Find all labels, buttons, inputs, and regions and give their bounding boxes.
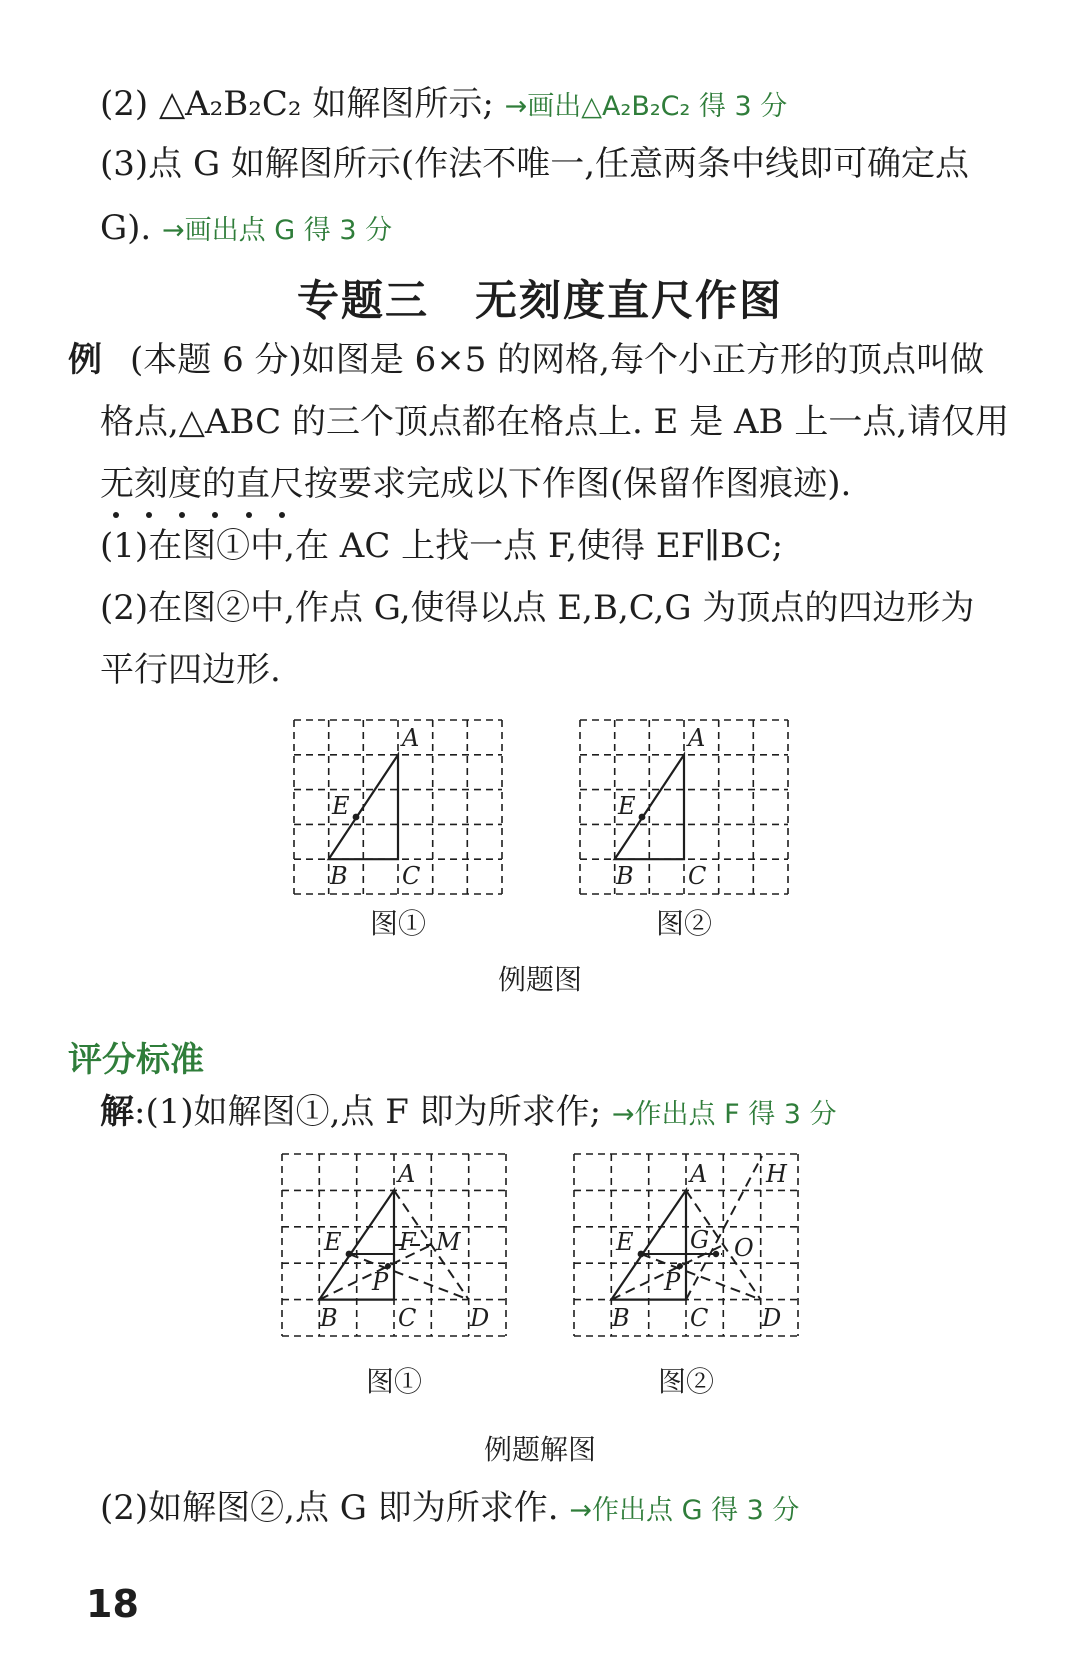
label-c: C [688,862,707,890]
prev-part3-note: →画出点 G 得 3 分 [162,215,393,246]
example-figure-2 [576,716,792,898]
example-line1: (本题 6 分)如图是 6×5 的网格,每个小正方形的顶点叫做 [130,340,984,380]
label-b: B [320,1304,338,1332]
point-e [639,814,646,821]
point-e [638,1251,645,1258]
label-b: B [330,862,348,890]
label-a: A [402,724,420,752]
point-e [353,814,360,821]
label-o: O [734,1234,754,1262]
solution-figure-1 [278,1150,510,1340]
prev-part3-text1: (3)点 G 如解图所示(作法不唯一,任意两条中线即可确定点 [100,144,970,184]
page-number: 18 [86,1582,139,1626]
solution-fig2-caption: 图② [657,1365,714,1398]
example-fig2-caption: 图② [655,907,712,940]
prev-part2-text: (2) △A₂B₂C₂ 如解图所示; [100,84,494,124]
example-q2-line2: 平行四边形. [100,650,281,690]
prev-part2-line [100,82,787,129]
label-e: E [324,1228,342,1256]
label-f: F [399,1228,416,1256]
label-h: H [766,1160,787,1188]
label-e: E [332,792,350,820]
prev-part2-note: →画出△A₂B₂C₂ 得 3 分 [504,91,788,122]
label-c: C [398,1304,417,1332]
label-g: G [690,1226,710,1254]
label-a: A [688,724,706,752]
solution-2-text: (2)如解图②,点 G 即为所求作. [100,1488,559,1528]
label-p: P [372,1268,389,1296]
point-e [346,1251,353,1258]
example-q1: (1)在图①中,在 AC 上找一点 F,使得 EF∥BC; [100,526,784,566]
label-a: A [690,1160,708,1188]
label-p: P [664,1268,681,1296]
topic-title [0,268,1080,328]
label-b: B [612,1304,630,1332]
example-figure-1 [290,716,506,898]
point-g [713,1251,719,1257]
label-d: D [762,1304,782,1332]
label-m: M [436,1228,461,1256]
example-line3: 无刻度的直尺按要求完成以下作图(保留作图痕迹). [100,464,852,504]
solution-label: 解 [100,1092,134,1132]
example-figure-caption: 例题图 [497,963,582,996]
solution-1-text: :(1)如解图①,点 F 即为所求作; [134,1092,602,1132]
grading-heading: 评分标准 [68,1040,204,1080]
solution-figure-caption: 例题解图 [483,1433,596,1466]
example-fig1-caption: 图① [369,907,426,940]
prev-part3-line2 [100,206,392,253]
label-c: C [402,862,421,890]
example-line2: 格点,△ABC 的三个顶点都在格点上. E 是 AB 上一点,请仅用 [100,402,1010,442]
label-d: D [470,1304,490,1332]
topic-title-part1: 专题三 [296,276,429,325]
solution-2-note: →作出点 G 得 3 分 [569,1495,800,1526]
example-q2-line1: (2)在图②中,作点 G,使得以点 E,B,C,G 为顶点的四边形为 [100,588,975,628]
prev-part3-text2: G). [100,208,152,248]
example-label: 例 [68,340,102,380]
solution-figure-2 [570,1150,802,1340]
prev-part3-line1 [100,142,969,186]
solution-1-note: →作出点 F 得 3 分 [611,1099,837,1130]
label-b: B [616,862,634,890]
label-e: E [616,1228,634,1256]
label-c: C [690,1304,709,1332]
label-e: E [618,792,636,820]
solution-2-line [100,1486,799,1533]
label-a: A [398,1160,416,1188]
solution-fig1-caption: 图① [365,1365,422,1398]
topic-title-part2: 无刻度直尺作图 [475,276,784,325]
solution-1-line [100,1090,837,1137]
